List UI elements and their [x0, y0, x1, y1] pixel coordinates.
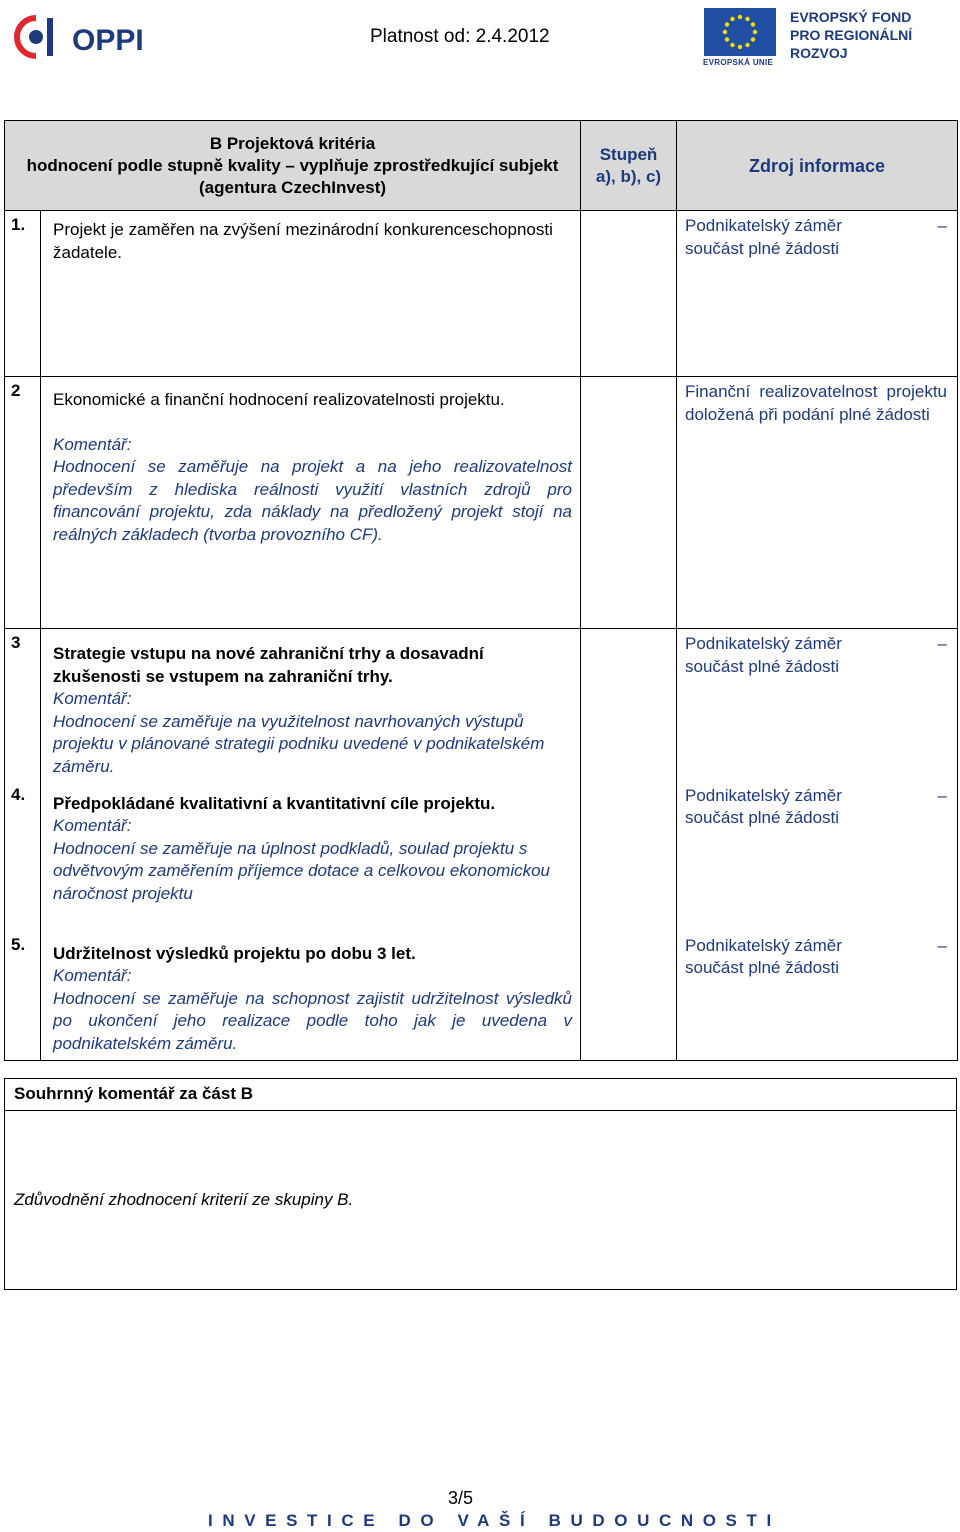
summary-title: Souhrnný komentář za část B [14, 1084, 254, 1103]
level-cell[interactable] [581, 781, 677, 931]
row-number: 3 [5, 629, 41, 781]
row-number: 5. [5, 931, 41, 1061]
source-cell [677, 211, 958, 377]
comment-text: Hodnocení se zaměřuje na schopnost zajistit udržitelnost výsledků po ukončení jeho realizace podle toho jak je uvedena v podnikatelském záměru. [53, 988, 573, 1053]
criteria-header-title: B Projektová kritéria [209, 133, 376, 153]
row-number: 4. [5, 781, 41, 931]
eu-fund-line-3: ROZVOJ [790, 45, 848, 61]
table-row [5, 629, 958, 781]
level-header-title: Stupeň [599, 144, 658, 164]
source-text-2: součást plné žádosti [685, 656, 840, 676]
oppi-logo-text: OPPI [72, 24, 144, 57]
source-dash: – [937, 935, 948, 955]
comment-label: Komentář: [53, 434, 132, 454]
criterion-title: Strategie vstupu na nové zahraniční trhy a dosavadní zkušenosti se vstupem na zahraniční trhy. [53, 644, 484, 686]
source-cell [677, 629, 958, 781]
comment-label: Komentář: [53, 966, 132, 985]
eu-union-label: EVROPSKÁ UNIE [703, 58, 774, 67]
source-cell [677, 931, 958, 1061]
page-number: 3/5 [448, 1488, 474, 1508]
summary-note: Zdůvodnění zhodnocení kriterií ze skupiny B. [14, 1190, 354, 1209]
source-text: Podnikatelský záměr [685, 216, 842, 235]
source-text: Podnikatelský záměr [685, 785, 842, 805]
level-cell[interactable] [581, 931, 677, 1061]
level-header-values: a), b), c) [595, 166, 662, 186]
validity-date: Platnost od: 2.4.2012 [370, 26, 550, 47]
criteria-header [5, 121, 581, 211]
table-row [5, 781, 958, 931]
level-cell[interactable] [581, 211, 677, 377]
source-text: Podnikatelský záměr [685, 634, 842, 653]
row-number: 1. [5, 211, 41, 377]
criterion-title: Předpokládané kvalitativní a kvantitativní cíle projektu. [53, 793, 496, 813]
eu-flag-icon [704, 8, 776, 56]
source-text: Finanční realizovatelnost projektu doložená při podání plné žádosti [685, 382, 948, 424]
source-text: Podnikatelský záměr [685, 935, 842, 955]
criterion-cell [41, 211, 581, 377]
comment-label: Komentář: [53, 689, 132, 708]
table-row [5, 377, 958, 629]
criteria-header-subtitle: hodnocení podle stupně kvality – vyplňuje zprostředkující subjekt (agentura CzechInvest) [26, 155, 559, 197]
source-dash: – [937, 216, 948, 235]
source-dash: – [937, 634, 948, 653]
source-dash: – [937, 785, 948, 805]
eu-fund-label [790, 8, 912, 62]
table-row [5, 211, 958, 377]
eu-fund-line-2: PRO REGIONÁLNÍ [790, 27, 913, 43]
table-row [5, 931, 958, 1061]
criterion-cell [41, 931, 581, 1061]
footer-slogan: INVESTICE DO VAŠÍ BUDOUCNOSTI [208, 1511, 781, 1530]
criterion-title: Udržitelnost výsledků projektu po dobu 3 let. [53, 943, 416, 963]
level-header [581, 121, 677, 211]
level-cell[interactable] [581, 629, 677, 781]
comment-text: Hodnocení se zaměřuje na využitelnost navrhovaných výstupů projektu v plánované strategii podniku uvedené v podnikatelském záměru. [53, 711, 545, 776]
criterion-cell [41, 629, 581, 781]
source-cell [677, 377, 958, 629]
source-text-2: součást plné žádosti [685, 238, 840, 258]
comment-text: Hodnocení se zaměřuje na úplnost podkladů, soulad projektu s odvětvovým zaměřením příjemce dotace a celkovou ekonomickou náročnost projektu [53, 838, 551, 903]
criterion-cell [41, 781, 581, 931]
summary-divider [4, 1110, 957, 1111]
criterion-title: Projekt je zaměřen na zvýšení mezinárodní konkurenceschopnosti žadatele. [53, 220, 553, 262]
comment-text: Hodnocení se zaměřuje na projekt a na jeho realizovatelnost především z hlediska reálnosti využití vlastních zdrojů pro financování projektu, zda náklady na předložený projekt stojí na reálných základech (tvorba provozního CF). [53, 457, 573, 544]
eu-fund-line-1: EVROPSKÝ FOND [790, 9, 912, 25]
criterion-cell [41, 377, 581, 629]
table-header-row [5, 121, 958, 211]
source-header: Zdroj informace [677, 121, 958, 211]
level-cell[interactable] [581, 377, 677, 629]
source-text-2: součást plné žádosti [685, 808, 840, 827]
criterion-title: Ekonomické a finanční hodnocení realizovatelnosti projektu. [53, 390, 505, 409]
comment-label: Komentář: [53, 816, 132, 835]
criteria-table [4, 120, 958, 1061]
row-number: 2 [5, 377, 41, 629]
source-cell [677, 781, 958, 931]
oppi-logo [14, 14, 154, 60]
source-text-2: součást plné žádosti [685, 958, 840, 977]
